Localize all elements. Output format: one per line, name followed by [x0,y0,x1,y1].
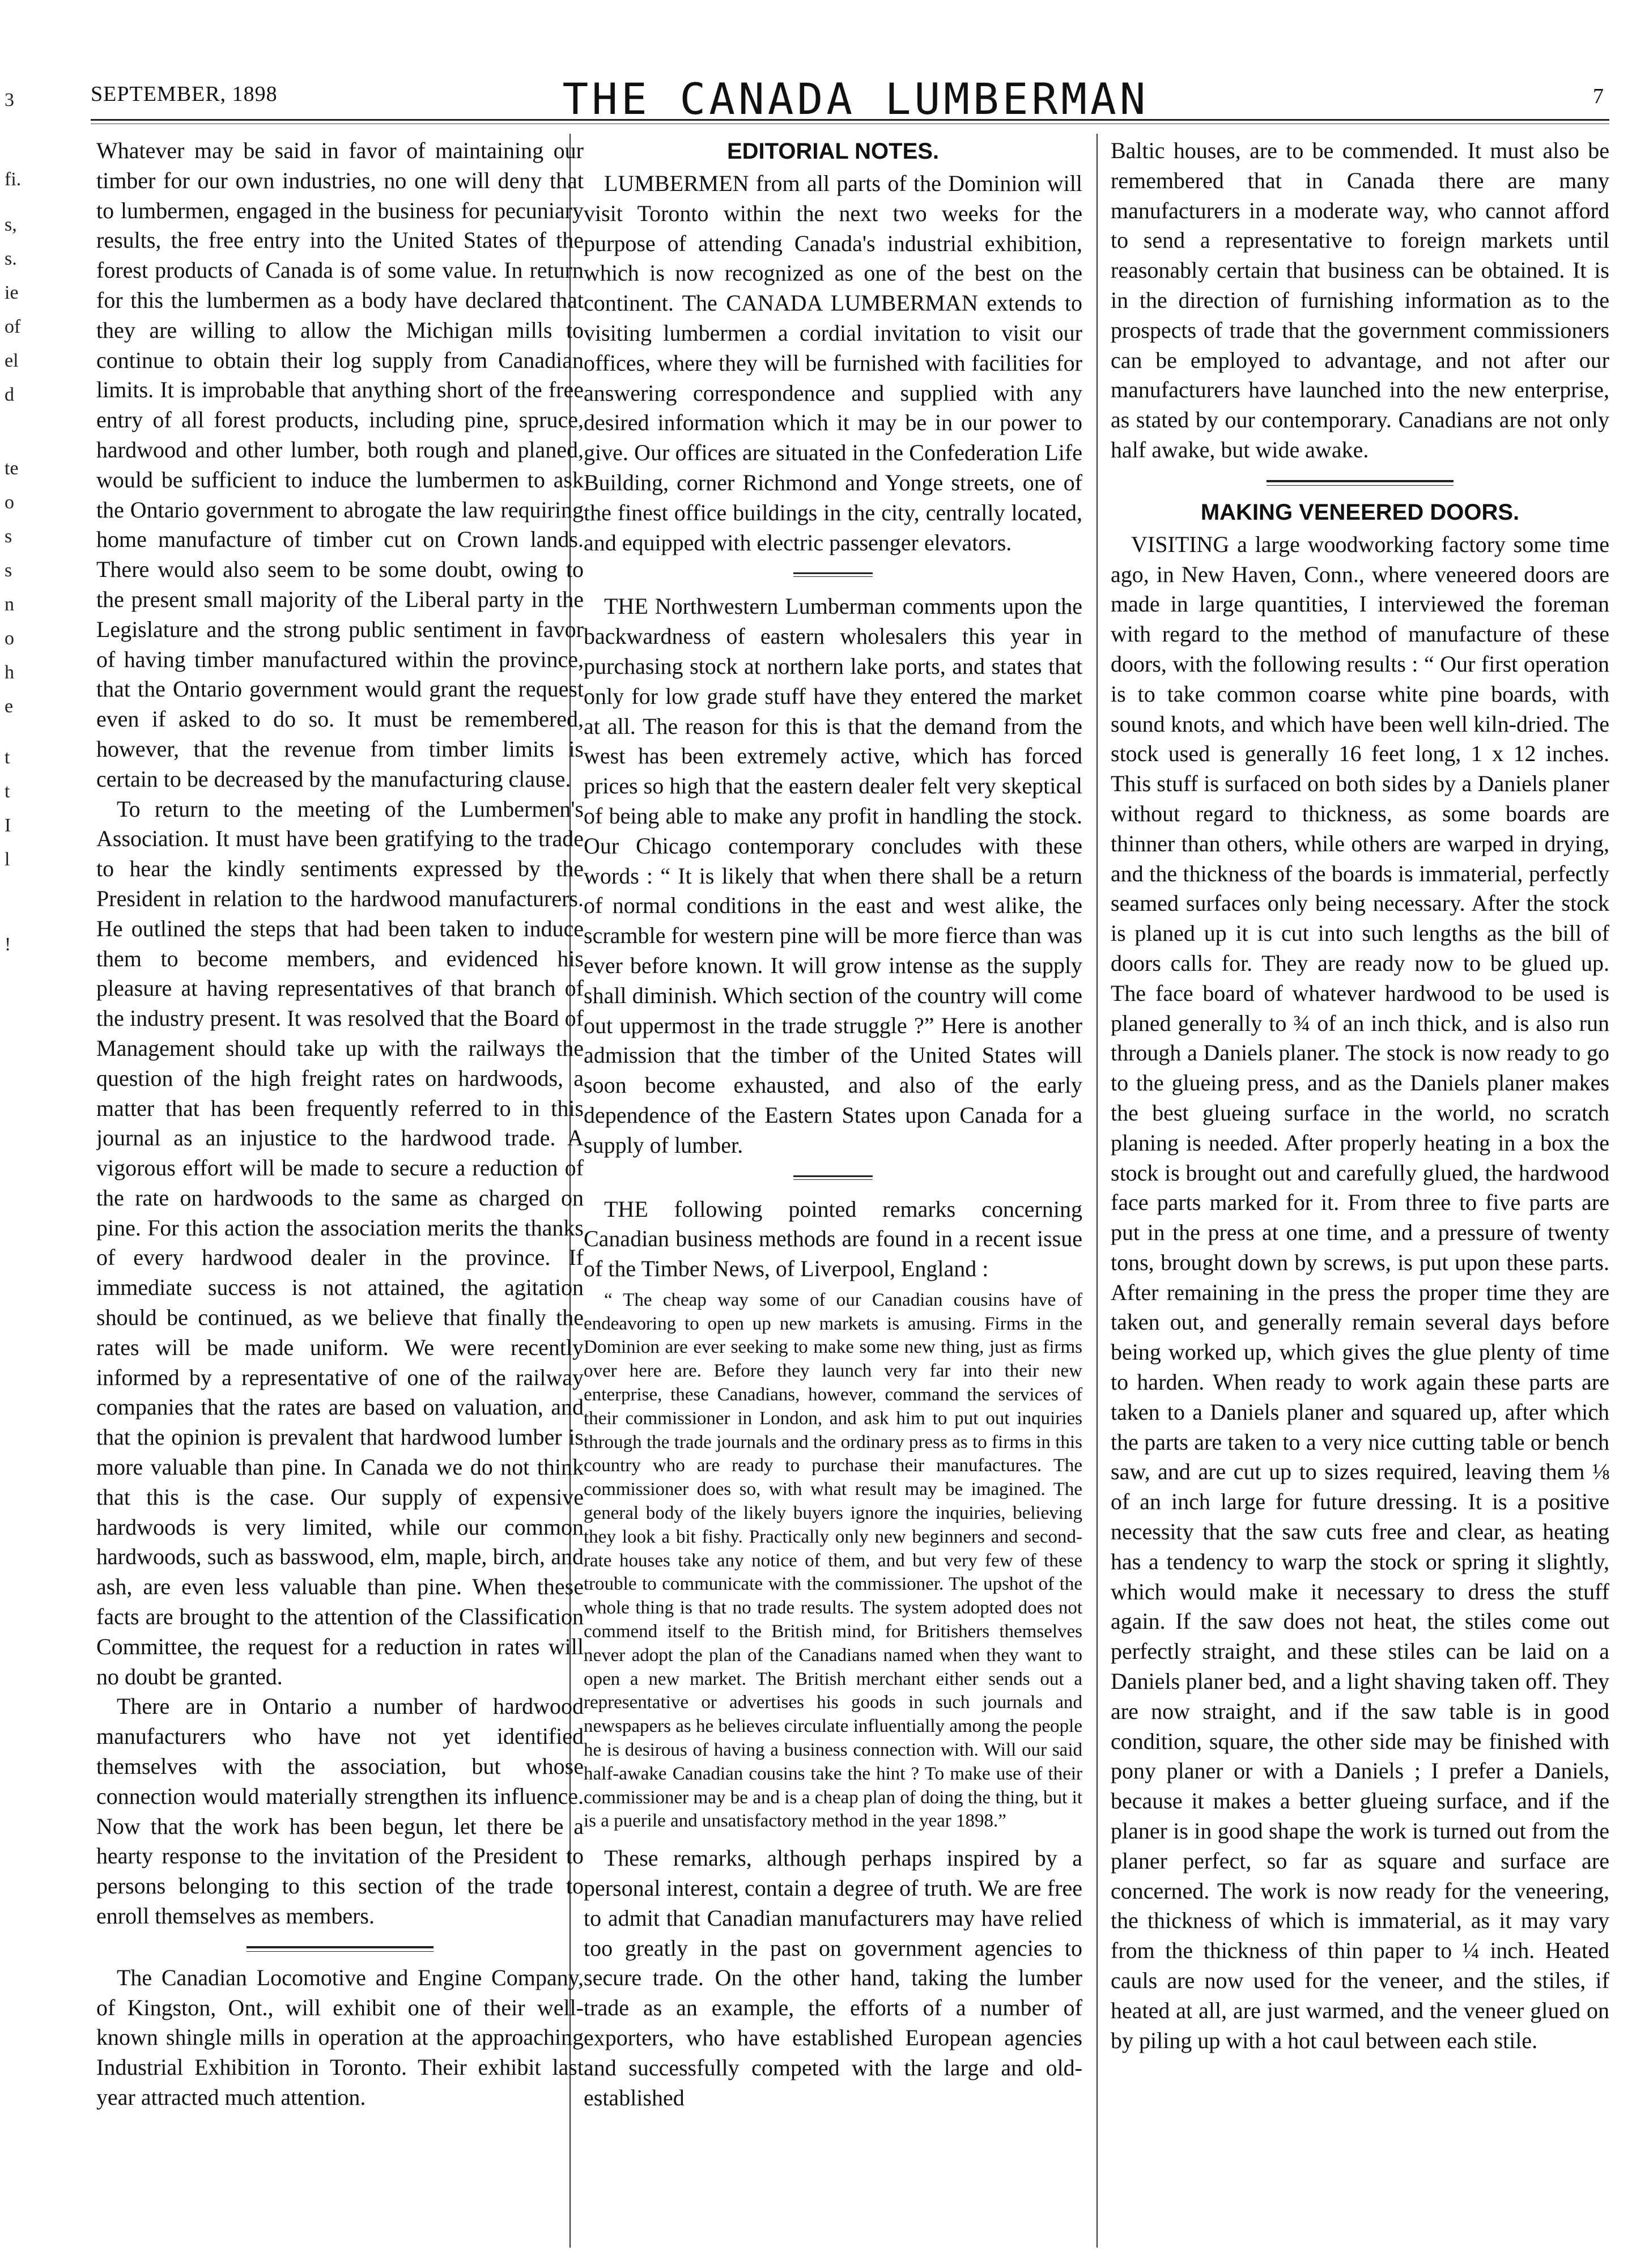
column-2 [584,136,1082,2233]
margin-fragment: fi. [5,169,22,190]
paragraph-timber-news-intro: THE following pointed remarks concerning Canadian business methods are found in a recent issue of the Timber News, of Liverpool, England : [584,1196,1082,1282]
paragraph-locomotive-company: The Canadian Locomotive and Engine Company, of Kingston, Ont., will exhibit one of their well-known shingle mills in operation at the approaching Industrial Exhibition in Toronto. Their exhibit last year attracted much attention. [96,1964,584,2110]
margin-fragment: 3 [5,90,14,111]
paragraph-baltic-houses: Baltic houses, are to be commended. It must also be remembered that in Canada there are many manufacturers in a moderate way, who cannot afford to send a representative to foreign markets until reasonably certain that business can be obtained. It is in the direction of furnishing information as to the prospects of trade that the government commissioners can be employed to advantage, and not after our manufacturers have launched into the new enterprise, as stated by our contemporary. Canadians are not only half awake, but wide awake. [1111,138,1609,462]
section-separator [246,1946,434,1952]
margin-fragment: o [5,492,14,513]
paragraph-exhibition-visit: LUMBERMEN from all parts of the Dominion will visit Toronto within the next two weeks for the purpose of attending Canada's industrial exhibition, which is now recognized as one of the best on the continent. The CANADA LUMBERMAN extends to visiting lumbermen a cordial invitation to visit our offices, where they will be furnished with facilities for answering correspondence and supplied with any desired information which it may be in our power to give. Our offices are situated in the Confederation Life Building, corner Richmond and Yonge streets, one of the finest office buildings in the city, centrally located, and equipped with electric passenger elevators. [584,171,1082,555]
column-1 [96,136,584,2233]
margin-fragment: I [5,815,11,836]
margin-fragment: d [5,384,14,405]
editorial-notes-heading: EDITORIAL NOTES. [726,139,940,164]
margin-fragment: s [5,526,12,547]
margin-fragment: s, [5,214,17,235]
margin-fragment: l [5,849,10,870]
column-divider [1096,134,1098,2248]
margin-fragment: t [5,781,10,802]
margin-fragment: el [5,350,19,371]
veneered-doors-heading: MAKING VENEERED DOORS. [1200,499,1520,525]
section-separator [793,572,873,577]
margin-fragment: ! [5,934,11,955]
margin-fragment: of [5,316,21,337]
page-header [91,74,1621,124]
paragraph-remarks-response: These remarks, although perhaps inspired by a personal interest, contain a degree of truth. We are free to admit that Canadian manufacturers may have relied too greatly in the past on government agencies to secure trade. On the other hand, taking the lumber trade as an example, the efforts of a number of exporters, who have established European agencies and successfully competed with the large and old-established [584,1845,1082,2110]
margin-fragment: h [5,662,14,683]
paragraph-association-meeting: To return to the meeting of the Lumbermen's Association. It must have been gratifying to the trade to hear the kindly sentiments expressed by the President in relation to the hardwood manufacturers. He outlined the steps that had been taken to induce them to become members, and evidenced his pleasure at having representatives of that branch of the industry present. It was resolved that the Board of Management should take up with the railways the question of the high freight rates on hardwoods, a matter that has been frequently referred to in this journal as an injustice to the hardwood trade. A vigorous effort will be made to secure a reduction of the rate on hardwoods to the same as charged on pine. For this action the association merits the thanks of every hardwood dealer in the province. If immediate success is not attained, the agitation should be continued, as we believe that finally the rates will be made uniform. We were recently informed by a representative of one of the railway companies that the rates are based on valuation, and that the opinion is prevalent that hardwood lumber is more valuable than pine. In Canada we do not think that this is the case. Our supply of expensive hardwoods is very limited, while our common hardwoods, such as basswood, elm, maple, birch, and ash, are even less valuable than pine. When these facts are brought to the attention of the Classification Committee, the request for a reduction in rates will no doubt be granted. [96,796,584,1689]
margin-fragment: n [5,594,14,615]
margin-fragment: t [5,747,10,768]
page-number: 7 [1593,84,1604,108]
paragraph-free-entry: Whatever may be said in favor of maintaining our timber for our own industries, no one will deny that to lumbermen, engaged in the business for pecuniary results, the free entry into the United States of the forest products of Canada is of some value. In return for this the lumbermen as a body have declared that they are willing to allow the Michigan mills to continue to obtain their log supply from Canadian limits. It is improbable that anything short of the free entry of all forest products, including pine, spruce, hardwood and other lumber, both rough and planed, would be sufficient to induce the lumbermen to ask the Ontario government to abrogate the law requiring home manufacture of timber cut on Crown lands. There would also seem to be some doubt, owing to the present small majority of the Liberal party in the Legislature and the strong public sentiment in favor of having timber manufactured within the province, that the Ontario government would grant the request even if asked to do so. It must be remembered, however, that the revenue from timber limits is certain to be decreased by the manufacturing clause. [96,138,584,792]
masthead-title: THE CANADA LUMBERMAN [562,74,1149,124]
timber-news-quote: “ The cheap way some of our Canadian cousins have of endeavoring to open up new markets is amusing. Firms in the Dominion are ever seeking to make some new thing, just as firms over here are. Before they launch very far into their new enterprise, these Canadians, however, command the services of their commissioner in London, and ask him to put out inquiries through the trade journals and the ordinary press as to firms in this country who are ready to purchase their manufactures. The commissioner does so, with what result may be imagined. The general body of the likely buyers ignore the inquiries, believing they look a bit fishy. Practically only new beginners and second-rate houses take any notice of them, and but very few of these trouble to communicate with the commissioner. The upshot of the whole thing is that no trade results. The system adopted does not commend itself to the British mind, for Britishers themselves never adopt the plan of the Canadians named when they want to open a new market. The British merchant either sends out a representative or advertises his goods in such journals and newspapers as he believes circulate influentially among the people he is desirous of having a business connection with. Will our said half-awake Canadian cousins take the hint ? To make use of their commissioner may be and is a cheap plan of doing the thing, but it is a puerile and unsatisfactory method in the year 1898.” [584,1289,1082,1832]
section-separator [793,1175,873,1180]
margin-fragment: s [5,560,12,581]
issue-date: SEPTEMBER, 1898 [91,82,278,106]
paragraph-veneered-doors: VISITING a large woodworking factory some time ago, in New Haven, Conn., where veneered doors are made in large quantities, I interviewed the foreman with regard to the method of manufacture of these doors, with the following results : “ Our first operation is to take common coarse white pine boards, with sound knots, and which have been well kiln-dried. The stock used is generally 16 feet long, 1 x 12 inches. This stuff is surfaced on both sides by a Daniels planer without regard to thickness, as some boards are thinner than others, while others are warped in drying, and the thickness of the boards is immaterial, perfectly seamed surfaces only being necessary. After the stock is planed up it is cut into such lengths as the bill of doors calls for. They are ready now to be glued up. The face board of whatever hardwood to be used is planed generally to ¾ of an inch thick, and is also run through a Daniels planer. The stock is now ready to go to the glueing press, and as the Daniels planer makes the best glueing surface in the world, no scratch planing is needed. After properly heating in a box the stock is brought out and carefully glued, the hardwood face parts marked for it. From three to five parts are put in the press at one time, and a pressure of twenty tons, brought down by screws, is put upon these parts. After remaining in the press the proper time they are taken out, and generally remain several days before being worked up, which gives the glue plenty of time to harden. When ready to work again these parts are taken to a Daniels planer and squared up, after which the parts are taken to a very nice cutting table or bench saw, and are cut up to sizes required, leaving them ⅛ of an inch large for future dressing. It is a positive necessity that the saw cuts free and clear, as heating has a tendency to warp the stock or spring it slightly, which would make it necessary to dress the stuff again. If the saw does not heat, the stiles come out perfectly straight, and these stiles can be laid on a Daniels planer bed, and a light shaving taken off. They are now straight, and if the saw table is in good condition, square, the other side may be finished with pony planer or with a Daniels ; I prefer a Daniels, because it makes a better glueing surface, and if the planer is in good shape the work is turned out from the planer perfect, so far as square and surface are concerned. The work is now ready for the veneering, the thickness of which is immaterial, as it may vary from the thickness of thin paper to ¼ inch. Heated cauls are now used for the veneer, and the stiles, if heated at all, are just warmed, and the veneer glued on by piling up with a hot caul between each stile. [1111,531,1609,2053]
margin-fragment: s. [5,248,17,269]
column-3 [1111,136,1609,2233]
left-margin-fragments [0,0,22,2268]
paragraph-northwestern-lumberman: THE Northwestern Lumberman comments upon the backwardness of eastern wholesalers this year in purchasing stock at northern lake ports, and states that only for low grade stuff have they entered the market at all. The reason for this is that the demand from the west has been extremely active, which has forced prices so high that the eastern dealer felt very skeptical of being able to make any profit in handling the stock. Our Chicago contemporary concludes with these words : “ It is likely that when there shall be a return of normal conditions in the east and west alike, the scramble for western pine will be more fierce than was ever before known. It will grow intense as the supply shall diminish. Which section of the country will come out uppermost in the trade struggle ?” Here is another admission that the timber of the United States will soon become exhausted, and also of the early dependence of the Eastern States upon Canada for a supply of lumber. [584,593,1082,1158]
margin-fragment: ie [5,282,19,303]
paragraph-hardwood-manufacturers: There are in Ontario a number of hardwood manufacturers who have not yet identified themselves with the association, but whose connection would materially strengthen its influence. Now that the work has been begun, let there be a hearty response to the invitation of the President to persons belonging to this section of the trade to enroll themselves as members. [96,1693,584,1929]
margin-fragment: o [5,628,14,649]
margin-fragment: e [5,696,14,717]
margin-fragment: te [5,458,19,479]
section-separator [1266,480,1454,486]
header-rule [91,119,1609,121]
